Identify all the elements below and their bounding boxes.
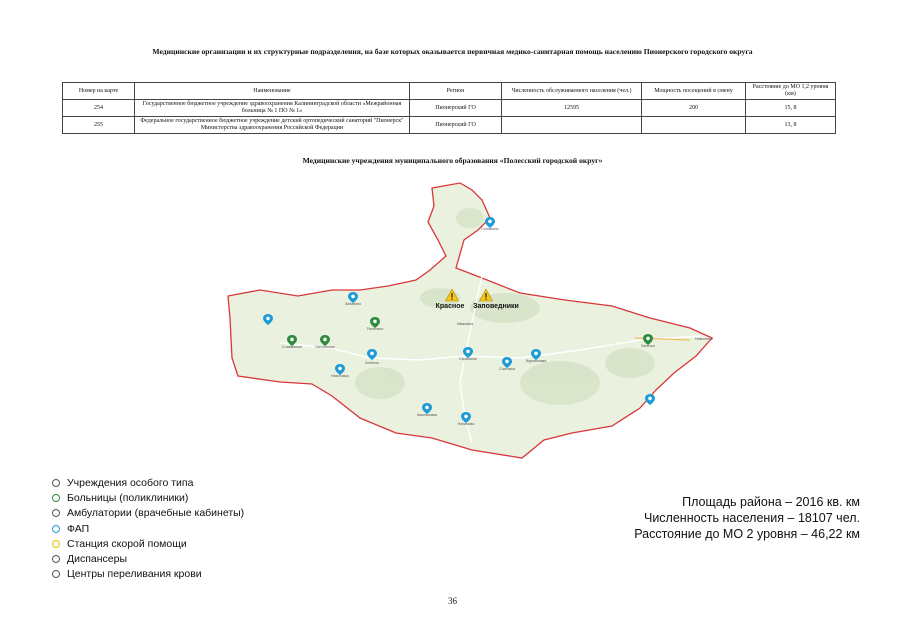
place-label: Каштановка xyxy=(416,413,438,417)
stat-population: Численность населения – 18107 чел. xyxy=(643,511,860,525)
circle-icon xyxy=(52,555,60,563)
legend-label: Больницы (поликлиники) xyxy=(67,491,189,504)
place-label: Саранское xyxy=(458,357,478,361)
map-title: Медицинские учреждения муниципального образования «Полесский городской округ» xyxy=(302,156,603,165)
place-label: Заливино xyxy=(344,302,362,306)
place-label: Чистополье xyxy=(315,345,335,349)
place-label: Тюленино xyxy=(366,327,384,331)
legend-item xyxy=(52,536,244,551)
legend-item xyxy=(52,521,244,536)
map-legend xyxy=(52,475,244,582)
legend-label: Диспансеры xyxy=(67,553,128,566)
col-header-population: Численность обслуживаемого населения (чел.) xyxy=(502,83,642,100)
col-header-name: Наименование xyxy=(135,83,410,100)
legend-item xyxy=(52,506,244,521)
table-header-row xyxy=(63,83,836,100)
page-title: Медицинские организации и их структурные подразделения, на базе которых оказывается первичная медико-санитарная помощь населению Пионерского городского округа xyxy=(152,47,753,56)
cell-population: 12595 xyxy=(502,100,642,117)
col-header-distance: Расстояние до МО 1,2 уровня (км) xyxy=(746,83,836,100)
map-label-zapovedniki: Заповедники xyxy=(473,303,519,310)
circle-icon xyxy=(52,479,60,487)
cell-region: Пионерский ГО xyxy=(410,117,502,134)
cell-capacity xyxy=(642,117,746,134)
cell-population xyxy=(502,117,642,134)
cell-region: Пионерский ГО xyxy=(410,100,502,117)
cell-distance: 13, 8 xyxy=(746,117,836,134)
legend-label: ФАП xyxy=(67,522,90,535)
page-number: 36 xyxy=(448,596,457,606)
place-label: Головкино xyxy=(481,227,499,231)
cell-number: 255 xyxy=(63,117,135,134)
legend-item xyxy=(52,475,244,490)
district-stats xyxy=(634,494,860,542)
place-label: Нахимово xyxy=(457,422,475,426)
col-header-number: Номер на карте xyxy=(63,83,135,100)
legend-item xyxy=(52,490,244,505)
stat-area: Площадь района – 2016 кв. км xyxy=(682,495,860,509)
legend-label: Амбулатории (врачебные кабинеты) xyxy=(67,507,245,520)
cell-name: Федеральное государственное бюджетное учреждение детский ортопедический санаторий "Пионерск" Министерства здравоохранения Российской Федерации xyxy=(135,117,410,134)
cell-capacity: 200 xyxy=(642,100,746,117)
place-label: Никитовка xyxy=(331,374,349,378)
legend-label: Центры переливания крови xyxy=(67,568,202,581)
place-label: Ивановка xyxy=(457,322,473,326)
legend-label: Учреждения особого типа xyxy=(67,476,194,489)
place-label: Залесье xyxy=(641,344,655,348)
cell-name: Государственное бюджетное учреждение здравоохранения Калининградской области «Межрайонная больница № 1 ПО № 1» xyxy=(135,100,410,117)
place-label: Зелёное xyxy=(364,361,380,365)
stat-distance: Расстояние до МО 2 уровня – 46,22 км xyxy=(634,527,860,541)
organizations-table xyxy=(62,82,836,134)
place-label: Славянское xyxy=(282,345,302,349)
cell-distance: 15, 8 xyxy=(746,100,836,117)
place-label: Фурмановка xyxy=(525,359,547,363)
circle-icon xyxy=(52,509,60,517)
legend-label: Станция скорой помощи xyxy=(67,537,187,550)
col-header-capacity: Мощность посещений в смену xyxy=(642,83,746,100)
cell-number: 254 xyxy=(63,100,135,117)
circle-icon xyxy=(52,540,60,548)
table-row xyxy=(63,117,836,134)
place-label: Сосновка xyxy=(499,367,515,371)
circle-icon xyxy=(52,525,60,533)
legend-item xyxy=(52,551,244,566)
circle-icon xyxy=(52,494,60,502)
col-header-region: Регион xyxy=(410,83,502,100)
fap-map-marker xyxy=(645,394,655,405)
map-label-krasnoe: Красное xyxy=(435,303,465,310)
legend-item xyxy=(52,567,244,582)
circle-icon xyxy=(52,570,60,578)
place-label: Новоселье xyxy=(694,337,714,341)
table-row xyxy=(63,100,836,117)
district-map xyxy=(220,178,720,468)
